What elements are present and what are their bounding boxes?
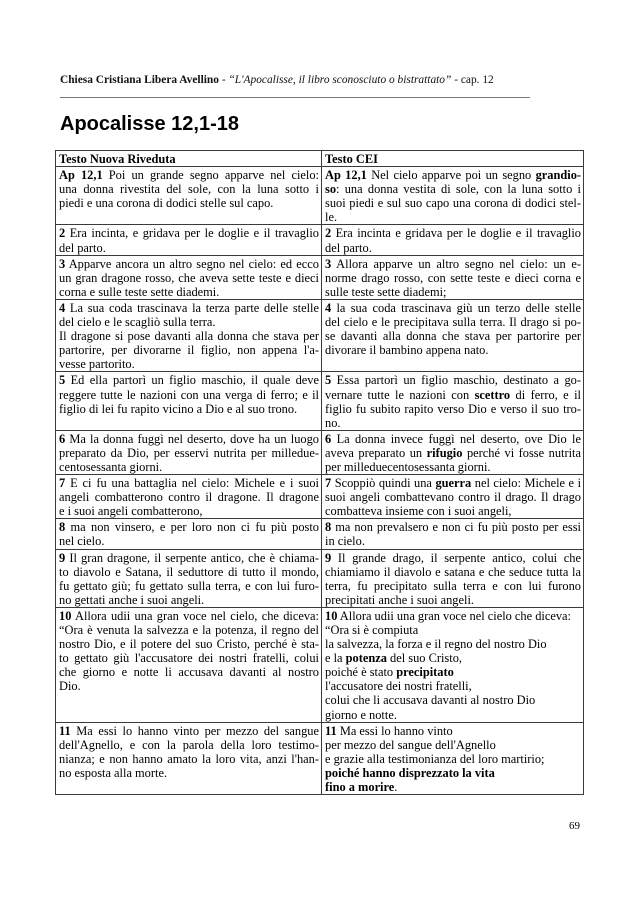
bold-text: 5: [325, 373, 332, 388]
text-line: [59, 679, 319, 693]
text-run: del cielo e le precipitava sulla terra. Il drago si po-: [325, 315, 581, 330]
text-run: .: [394, 780, 398, 795]
text-run: precipitati anche i suoi angeli.: [325, 592, 474, 607]
text-line: [59, 226, 319, 240]
text-run: per milleduecentosessanta giorni.: [325, 459, 491, 474]
column-header-nuova-riveduta: Testo Nuova Riveduta: [56, 151, 322, 167]
bold-text: fino a morire: [325, 780, 395, 795]
text-run: giorno e notte.: [325, 707, 397, 722]
text-line: [325, 196, 581, 210]
text-run: Ed ella partorì un figlio maschio, il quale deve: [65, 373, 319, 388]
text-run: la salvezza, la forza e il regno del nostro Dio: [325, 637, 547, 652]
paragraph: [325, 637, 581, 651]
comparison-table: [55, 150, 584, 795]
nuova-riveduta-cell: [56, 519, 322, 549]
text-run: del cielo e le scagliò sulla terra.: [59, 315, 216, 330]
bold-text: poiché hanno disprezzato la vita: [325, 765, 495, 780]
verse-row: [56, 299, 584, 371]
text-line: [325, 665, 581, 679]
text-run: Poi un grande segno apparve nel cielo:: [102, 168, 319, 183]
text-line: [325, 551, 581, 565]
text-line: [59, 651, 319, 665]
bold-text: guerra: [435, 476, 472, 491]
text-run: nel cielo.: [59, 534, 105, 549]
text-run: no esposta alla morte.: [59, 765, 168, 780]
text-run: Il grande drago, il serpente antico, colui che: [331, 550, 581, 565]
text-line: [325, 285, 581, 299]
paragraph: [325, 609, 581, 623]
text-line: [59, 623, 319, 637]
text-run: Ma essi lo hanno vinto per mezzo del sangue: [70, 723, 319, 738]
text-line: [59, 637, 319, 651]
text-line: [325, 693, 581, 707]
bold-text: 4: [325, 300, 332, 315]
text-line: [325, 343, 581, 357]
verse-row: [56, 372, 584, 430]
nuova-riveduta-cell: [56, 430, 322, 474]
text-run: corna e sulle teste sette diademi.: [59, 284, 220, 299]
text-run: poiché è stato: [325, 665, 397, 680]
text-run: un gran dragone rosso, che aveva sette teste e dieci: [59, 270, 319, 285]
paragraph: [325, 708, 581, 722]
paragraph: [325, 665, 581, 679]
paragraph: [59, 609, 319, 694]
bold-text: 9: [325, 550, 332, 565]
text-line: [59, 738, 319, 752]
bold-text: 8: [59, 520, 66, 535]
text-run: terra, fu precipitato sulla terra e con lui furono: [325, 578, 581, 593]
paragraph: [59, 432, 319, 474]
paragraph: [59, 476, 319, 518]
text-run: perché vi fosse nutrita: [462, 445, 581, 460]
paragraph: [59, 168, 319, 210]
text-line: [325, 446, 581, 460]
text-line: [325, 271, 581, 285]
text-run: ma non prevalsero e non ci fu più posto per essi: [331, 520, 581, 535]
text-run: to diavolo e Satana, il seduttore di tutto il mondo,: [59, 564, 319, 579]
bold-text: rifugio: [426, 445, 463, 460]
text-line: [325, 182, 581, 196]
text-line: [59, 388, 319, 402]
nuova-riveduta-cell: [56, 372, 322, 430]
text-line: [325, 210, 581, 224]
header-organization: Chiesa Cristiana Libera Avellino: [60, 74, 219, 86]
text-line: [325, 708, 581, 722]
paragraph: [59, 226, 319, 254]
text-run: la sua coda trascinava giù un terzo delle stelle: [331, 300, 581, 315]
text-line: [59, 490, 319, 504]
paragraph: [325, 766, 581, 780]
text-line: [325, 679, 581, 693]
text-line: [59, 257, 319, 271]
text-run: aveva preparato un: [325, 445, 427, 460]
text-line: [59, 343, 319, 357]
text-line: [59, 301, 319, 315]
text-line: [59, 752, 319, 766]
text-line: [325, 301, 581, 315]
text-run: in cielo.: [325, 534, 365, 549]
verse-row: [56, 475, 584, 519]
text-run: E ci fu una battaglia nel cielo: Michele e i suoi: [65, 476, 319, 491]
text-run: Allora udii una gran voce nel cielo, che diceva:: [71, 608, 319, 623]
text-run: Nel cielo apparve poi un segno: [366, 168, 536, 183]
bold-text: 8: [325, 520, 332, 535]
text-line: [325, 504, 581, 518]
text-line: [325, 257, 581, 271]
text-run: Ma la donna fuggì nel deserto, dove ha un luogo: [65, 431, 319, 446]
bold-text: 11: [325, 723, 337, 738]
bold-text: 10: [59, 608, 72, 623]
nuova-riveduta-cell: [56, 299, 322, 371]
text-line: [59, 402, 319, 416]
paragraph: [325, 257, 581, 299]
cei-cell: [322, 372, 584, 430]
text-run: Era incinta, e gridava per le doglie e il travaglio: [65, 226, 319, 241]
text-run: vesse partorito.: [59, 357, 135, 372]
cei-cell: [322, 549, 584, 607]
nuova-riveduta-cell: [56, 722, 322, 794]
text-run: no gettati anche i suoi angeli.: [59, 592, 205, 607]
text-line: [325, 534, 581, 548]
text-run: che giorno e notte li accusava davanti al nostro: [59, 665, 319, 680]
text-run: La sua coda trascinava la terza parte delle stelle: [65, 300, 319, 315]
paragraph: [325, 373, 581, 429]
paragraph: [325, 301, 581, 357]
text-run: Il gran dragone, il serpente antico, che è chiama-: [65, 550, 319, 565]
text-line: [59, 724, 319, 738]
verse-row: [56, 167, 584, 225]
bold-text: 10: [325, 608, 338, 623]
text-run: e grazie alla testimonianza del loro martirio;: [325, 751, 545, 766]
text-line: [325, 490, 581, 504]
text-run: piedi e una corona di dodici stelle sul capo.: [59, 196, 274, 211]
text-run: no.: [325, 415, 341, 430]
text-run: Allora apparve un altro segno nel cielo: un e-: [331, 256, 581, 271]
text-run: norme drago rosso, con sette teste e dieci corna e: [325, 270, 581, 285]
table-body: [56, 167, 584, 795]
text-run: Scoppiò quindi una: [331, 476, 436, 491]
bold-text: 5: [59, 373, 66, 388]
text-run: del parto.: [325, 240, 372, 255]
text-line: [325, 724, 581, 738]
bold-text: scettro: [474, 387, 511, 402]
text-line: [59, 593, 319, 607]
bold-text: 3: [325, 256, 332, 271]
text-line: [59, 504, 319, 518]
text-line: [59, 315, 319, 329]
text-line: [325, 432, 581, 446]
text-line: [59, 476, 319, 490]
text-line: [59, 609, 319, 623]
verse-row: [56, 519, 584, 549]
text-line: [59, 168, 319, 182]
text-run: angeli combatterono contro il dragone. Il dragone: [59, 490, 319, 505]
paragraph: [325, 752, 581, 766]
text-line: [325, 388, 581, 402]
text-line: [325, 651, 581, 665]
bold-text: Ap 12,1: [325, 168, 367, 183]
text-run: dell'Agnello, e con la parola della loro testimo-: [59, 737, 319, 752]
bold-text: 3: [59, 256, 66, 271]
text-line: [325, 226, 581, 240]
text-line: [325, 476, 581, 490]
text-line: [325, 241, 581, 255]
cei-cell: [322, 607, 584, 722]
text-run: to gettato giù l'accusatore dei nostri fratelli, colui: [59, 651, 319, 666]
paragraph: [325, 226, 581, 254]
text-line: [59, 241, 319, 255]
text-line: [325, 637, 581, 651]
text-line: [325, 623, 581, 637]
text-line: [325, 579, 581, 593]
text-line: [59, 565, 319, 579]
text-line: [325, 460, 581, 474]
bold-text: precipitato: [396, 665, 454, 680]
text-line: [325, 373, 581, 387]
bold-text: 4: [59, 300, 66, 315]
text-run: ma non vinsero, e per loro non ci fu più posto: [65, 520, 319, 535]
cei-cell: [322, 299, 584, 371]
text-run: Ma essi lo hanno vinto: [336, 723, 453, 738]
bold-text: potenza: [345, 651, 387, 666]
text-run: sulle teste sette diademi;: [325, 284, 447, 299]
paragraph: [325, 724, 581, 738]
cei-cell: [322, 167, 584, 225]
text-line: [325, 780, 581, 794]
text-line: [325, 565, 581, 579]
text-line: [59, 285, 319, 299]
text-line: [59, 271, 319, 285]
paragraph: [59, 724, 319, 780]
text-line: [325, 593, 581, 607]
cei-cell: [322, 255, 584, 299]
text-run: “Ora si è compiuta: [325, 623, 419, 637]
verse-row: [56, 607, 584, 722]
text-run: colui che li accusava davanti al nostro Dio: [325, 693, 536, 708]
header-rule: [60, 97, 530, 98]
text-line: [59, 460, 319, 474]
text-run: centosessanta giorni.: [59, 459, 163, 474]
text-run: fu gettato giù; fu gettato sulla terra, e con lui furo-: [59, 578, 319, 593]
verse-row: [56, 722, 584, 794]
text-run: Il dragone si pose davanti alla donna che stava per: [59, 329, 319, 344]
text-run: Essa partorì un figlio maschio, destinato a go-: [331, 373, 581, 388]
bold-text: 6: [59, 431, 66, 446]
text-line: [59, 520, 319, 534]
text-run: combatteva insieme con i suoi angeli,: [325, 504, 512, 519]
text-run: “Ora è venuta la salvezza e la potenza, il regno del: [59, 623, 319, 637]
text-run: Apparve ancora un altro segno nel cielo: ed ecco: [65, 256, 319, 271]
text-run: Era incinta e gridava per le doglie e il travaglio: [331, 226, 581, 241]
paragraph: [59, 373, 319, 415]
table-header: [56, 151, 584, 167]
text-line: [325, 766, 581, 780]
text-line: [325, 315, 581, 329]
text-line: [325, 609, 581, 623]
text-line: [59, 551, 319, 565]
text-line: [59, 182, 319, 196]
paragraph: [59, 257, 319, 299]
nuova-riveduta-cell: [56, 255, 322, 299]
text-run: suoi angeli combattevano contro il drago. Il drago: [325, 490, 581, 505]
cei-cell: [322, 519, 584, 549]
bold-text: 7: [59, 476, 66, 491]
nuova-riveduta-cell: [56, 475, 322, 519]
paragraph: [325, 738, 581, 752]
bold-text: 9: [59, 550, 66, 565]
text-run: nel cielo: Michele e i: [471, 476, 582, 491]
bold-text: Ap 12,1: [59, 168, 103, 183]
paragraph: [325, 693, 581, 707]
column-header-cei: Testo CEI: [322, 151, 584, 167]
verse-row: [56, 430, 584, 474]
text-run: l'accusatore dei nostri fratelli,: [325, 679, 472, 694]
header-chapter: - cap. 12: [454, 74, 494, 86]
paragraph: [59, 551, 319, 607]
text-line: [325, 416, 581, 430]
text-run: del suo Cristo,: [386, 651, 462, 666]
paragraph: [325, 476, 581, 518]
text-run: chiamiamo il diavolo e satana e che seduce tutta la: [325, 564, 581, 579]
text-run: suoi piedi e sul suo capo una corona di dodici stel-: [325, 196, 581, 211]
paragraph: [325, 168, 581, 224]
paragraph: [325, 551, 581, 607]
nuova-riveduta-cell: [56, 549, 322, 607]
cei-cell: [322, 722, 584, 794]
text-run: divorare il bambino appena nato.: [325, 343, 489, 358]
text-run: figlio fu subito rapito verso Dio e verso il suo tro-: [325, 401, 581, 416]
nuova-riveduta-cell: [56, 607, 322, 722]
text-run: partorire, per divorarne il figlio, non appena l'a-: [59, 343, 319, 358]
bold-text: 7: [325, 476, 332, 491]
paragraph: [325, 780, 581, 794]
paragraph: [325, 679, 581, 693]
text-line: [59, 534, 319, 548]
cei-cell: [322, 475, 584, 519]
text-run: : una donna vestita di sole, con la luna sotto i: [336, 182, 581, 197]
text-line: [59, 329, 319, 343]
cei-cell: [322, 225, 584, 255]
bold-text: 2: [59, 226, 66, 241]
paragraph: [59, 329, 319, 371]
text-run: preparato da Dio, per esservi nutrita per milledue-: [59, 445, 319, 460]
page-title: Apocalisse 12,1-18: [60, 113, 239, 135]
paragraph: [325, 432, 581, 474]
verse-row: [56, 225, 584, 255]
text-run: una donna rivestita del sole, con la luna sotto i: [59, 182, 319, 197]
text-line: [59, 579, 319, 593]
text-run: Allora udii una gran voce nel cielo che diceva:: [337, 608, 571, 623]
text-line: [325, 402, 581, 416]
bold-text: 2: [325, 226, 332, 241]
bold-text: so: [325, 182, 337, 197]
paragraph: [325, 520, 581, 548]
bold-text: 11: [59, 723, 71, 738]
nuova-riveduta-cell: [56, 225, 322, 255]
text-run: per mezzo del sangue dell'Agnello: [325, 737, 496, 752]
text-line: [59, 357, 319, 371]
text-line: [325, 168, 581, 182]
verse-row: [56, 549, 584, 607]
text-line: [59, 196, 319, 210]
text-run: e i suoi angeli combatterono,: [59, 504, 203, 519]
paragraph: [59, 520, 319, 548]
nuova-riveduta-cell: [56, 167, 322, 225]
text-run: reggere tutte le nazioni con una verga di ferro; e il: [59, 387, 319, 402]
text-run: La donna invece fuggì nel deserto, ove Dio le: [331, 431, 581, 446]
text-run: e la: [325, 651, 346, 666]
text-run: nianza; e non hanno amato la loro vita, anzi l'han-: [59, 751, 319, 766]
header-book-title: - “L'Apocalisse, il libro sconosciuto o bistrattato”: [221, 74, 452, 86]
text-run: di ferro, e il: [510, 387, 581, 402]
page-number: 69: [569, 820, 580, 832]
text-run: vernare tutte le nazioni con: [325, 387, 475, 402]
text-line: [325, 329, 581, 343]
table-header-row: [56, 151, 584, 167]
text-line: [59, 373, 319, 387]
text-line: [59, 432, 319, 446]
text-run: figlio di lei fu rapito vicino a Dio e al suo trono.: [59, 401, 298, 416]
text-line: [59, 766, 319, 780]
bold-text: 6: [325, 431, 332, 446]
paragraph: [59, 301, 319, 329]
text-line: [325, 752, 581, 766]
text-run: se davanti alla donna che stava per partorire per: [325, 329, 581, 344]
text-run: nostro Dio, e il potere del suo Cristo, perché è sta-: [59, 637, 319, 652]
running-header: [60, 73, 494, 87]
text-line: [59, 665, 319, 679]
paragraph: [325, 623, 581, 637]
text-run: del parto.: [59, 240, 106, 255]
paragraph: [325, 651, 581, 665]
text-line: [325, 520, 581, 534]
text-run: le.: [325, 210, 338, 225]
cei-cell: [322, 430, 584, 474]
text-line: [59, 446, 319, 460]
verse-row: [56, 255, 584, 299]
text-run: Dio.: [59, 679, 81, 694]
bold-text: grandio-: [535, 168, 582, 183]
text-line: [325, 738, 581, 752]
